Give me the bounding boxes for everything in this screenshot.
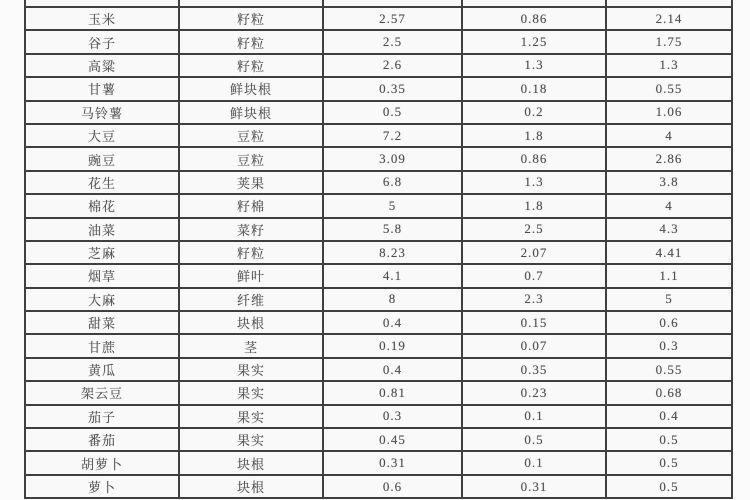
value-col1-cell: 5 xyxy=(323,194,462,217)
table-row xyxy=(25,358,732,381)
table-row xyxy=(25,77,732,100)
crop-name-cell: 番茄 xyxy=(25,428,179,451)
table-row xyxy=(25,288,732,311)
crop-name-cell: 茄子 xyxy=(25,405,179,428)
table-row xyxy=(25,124,732,147)
clipped-cell xyxy=(25,0,179,7)
value-col1-cell: 0.45 xyxy=(323,428,462,451)
value-col3-cell: 4 xyxy=(606,194,732,217)
table-row xyxy=(25,381,732,404)
table-row xyxy=(25,101,732,124)
value-col2-cell: 0.15 xyxy=(462,311,606,334)
clipped-cell xyxy=(179,0,323,7)
crop-name-cell: 芝麻 xyxy=(25,241,179,264)
product-part-cell: 果实 xyxy=(179,381,323,404)
value-col3-cell: 1.3 xyxy=(606,54,732,77)
crop-name-cell: 甜菜 xyxy=(25,311,179,334)
value-col1-cell: 0.31 xyxy=(323,451,462,474)
table-row xyxy=(25,334,732,357)
value-col3-cell: 1.75 xyxy=(606,30,732,53)
value-col3-cell: 0.55 xyxy=(606,77,732,100)
crop-name-cell: 黄瓜 xyxy=(25,358,179,381)
crop-name-cell: 架云豆 xyxy=(25,381,179,404)
product-part-cell: 鲜块根 xyxy=(179,101,323,124)
table-row xyxy=(25,7,732,30)
value-col1-cell: 0.81 xyxy=(323,381,462,404)
crop-name-cell: 谷子 xyxy=(25,30,179,53)
product-part-cell: 果实 xyxy=(179,358,323,381)
value-col3-cell: 0.6 xyxy=(606,311,732,334)
clipped-top-row xyxy=(25,0,732,7)
clipped-cell xyxy=(323,0,462,7)
table-row xyxy=(25,54,732,77)
value-col3-cell: 5 xyxy=(606,288,732,311)
crop-name-cell: 胡萝卜 xyxy=(25,451,179,474)
table-row xyxy=(25,451,732,474)
value-col1-cell: 2.5 xyxy=(323,30,462,53)
value-col1-cell: 0.6 xyxy=(323,475,462,498)
value-col2-cell: 1.3 xyxy=(462,171,606,194)
value-col2-cell: 2.3 xyxy=(462,288,606,311)
crop-nutrient-table xyxy=(24,0,733,499)
product-part-cell: 豆粒 xyxy=(179,124,323,147)
product-part-cell: 鲜块根 xyxy=(179,77,323,100)
crop-name-cell: 玉米 xyxy=(25,7,179,30)
table-body xyxy=(25,0,732,498)
product-part-cell: 豆粒 xyxy=(179,147,323,170)
value-col2-cell: 2.5 xyxy=(462,218,606,241)
value-col1-cell: 0.4 xyxy=(323,311,462,334)
value-col2-cell: 1.3 xyxy=(462,54,606,77)
value-col1-cell: 3.09 xyxy=(323,147,462,170)
product-part-cell: 块根 xyxy=(179,311,323,334)
value-col3-cell: 2.86 xyxy=(606,147,732,170)
crop-name-cell: 甘蔗 xyxy=(25,334,179,357)
table-row xyxy=(25,311,732,334)
value-col2-cell: 1.8 xyxy=(462,124,606,147)
value-col1-cell: 4.1 xyxy=(323,264,462,287)
value-col1-cell: 0.3 xyxy=(323,405,462,428)
table-row xyxy=(25,405,732,428)
crop-name-cell: 高粱 xyxy=(25,54,179,77)
value-col2-cell: 0.1 xyxy=(462,405,606,428)
value-col2-cell: 0.86 xyxy=(462,147,606,170)
value-col1-cell: 0.19 xyxy=(323,334,462,357)
product-part-cell: 籽粒 xyxy=(179,30,323,53)
clipped-cell xyxy=(606,0,732,7)
value-col3-cell: 0.5 xyxy=(606,428,732,451)
value-col1-cell: 2.6 xyxy=(323,54,462,77)
value-col2-cell: 0.5 xyxy=(462,428,606,451)
product-part-cell: 茎 xyxy=(179,334,323,357)
value-col2-cell: 0.18 xyxy=(462,77,606,100)
value-col3-cell: 0.5 xyxy=(606,451,732,474)
crop-name-cell: 甘薯 xyxy=(25,77,179,100)
value-col1-cell: 0.4 xyxy=(323,358,462,381)
product-part-cell: 纤维 xyxy=(179,288,323,311)
value-col3-cell: 0.3 xyxy=(606,334,732,357)
product-part-cell: 籽粒 xyxy=(179,7,323,30)
table-row xyxy=(25,264,732,287)
value-col3-cell: 2.14 xyxy=(606,7,732,30)
value-col3-cell: 0.4 xyxy=(606,405,732,428)
product-part-cell: 籽棉 xyxy=(179,194,323,217)
product-part-cell: 荚果 xyxy=(179,171,323,194)
crop-name-cell: 烟草 xyxy=(25,264,179,287)
crop-name-cell: 棉花 xyxy=(25,194,179,217)
table-row xyxy=(25,171,732,194)
product-part-cell: 果实 xyxy=(179,428,323,451)
crop-name-cell: 萝卜 xyxy=(25,475,179,498)
product-part-cell: 鲜叶 xyxy=(179,264,323,287)
table-row xyxy=(25,147,732,170)
value-col2-cell: 1.8 xyxy=(462,194,606,217)
value-col1-cell: 8.23 xyxy=(323,241,462,264)
value-col3-cell: 4.3 xyxy=(606,218,732,241)
crop-name-cell: 大麻 xyxy=(25,288,179,311)
value-col1-cell: 0.5 xyxy=(323,101,462,124)
value-col3-cell: 1.06 xyxy=(606,101,732,124)
value-col1-cell: 8 xyxy=(323,288,462,311)
product-part-cell: 块根 xyxy=(179,451,323,474)
crop-name-cell: 马铃薯 xyxy=(25,101,179,124)
crop-name-cell: 油菜 xyxy=(25,218,179,241)
crop-name-cell: 大豆 xyxy=(25,124,179,147)
table-row xyxy=(25,475,732,498)
value-col3-cell: 4 xyxy=(606,124,732,147)
value-col2-cell: 2.07 xyxy=(462,241,606,264)
value-col2-cell: 0.31 xyxy=(462,475,606,498)
product-part-cell: 菜籽 xyxy=(179,218,323,241)
crop-name-cell: 花生 xyxy=(25,171,179,194)
clipped-cell xyxy=(462,0,606,7)
value-col1-cell: 7.2 xyxy=(323,124,462,147)
value-col1-cell: 2.57 xyxy=(323,7,462,30)
product-part-cell: 籽粒 xyxy=(179,54,323,77)
value-col2-cell: 0.86 xyxy=(462,7,606,30)
value-col2-cell: 1.25 xyxy=(462,30,606,53)
table-row xyxy=(25,194,732,217)
table-row xyxy=(25,241,732,264)
value-col2-cell: 0.35 xyxy=(462,358,606,381)
value-col2-cell: 0.7 xyxy=(462,264,606,287)
table-row xyxy=(25,218,732,241)
table-row xyxy=(25,30,732,53)
product-part-cell: 籽粒 xyxy=(179,241,323,264)
value-col3-cell: 0.5 xyxy=(606,475,732,498)
value-col2-cell: 0.1 xyxy=(462,451,606,474)
value-col1-cell: 5.8 xyxy=(323,218,462,241)
value-col1-cell: 6.8 xyxy=(323,171,462,194)
value-col2-cell: 0.23 xyxy=(462,381,606,404)
value-col3-cell: 0.68 xyxy=(606,381,732,404)
product-part-cell: 块根 xyxy=(179,475,323,498)
table-row xyxy=(25,428,732,451)
value-col3-cell: 1.1 xyxy=(606,264,732,287)
crop-name-cell: 豌豆 xyxy=(25,147,179,170)
value-col3-cell: 0.55 xyxy=(606,358,732,381)
product-part-cell: 果实 xyxy=(179,405,323,428)
value-col2-cell: 0.2 xyxy=(462,101,606,124)
value-col3-cell: 4.41 xyxy=(606,241,732,264)
value-col3-cell: 3.8 xyxy=(606,171,732,194)
value-col1-cell: 0.35 xyxy=(323,77,462,100)
value-col2-cell: 0.07 xyxy=(462,334,606,357)
